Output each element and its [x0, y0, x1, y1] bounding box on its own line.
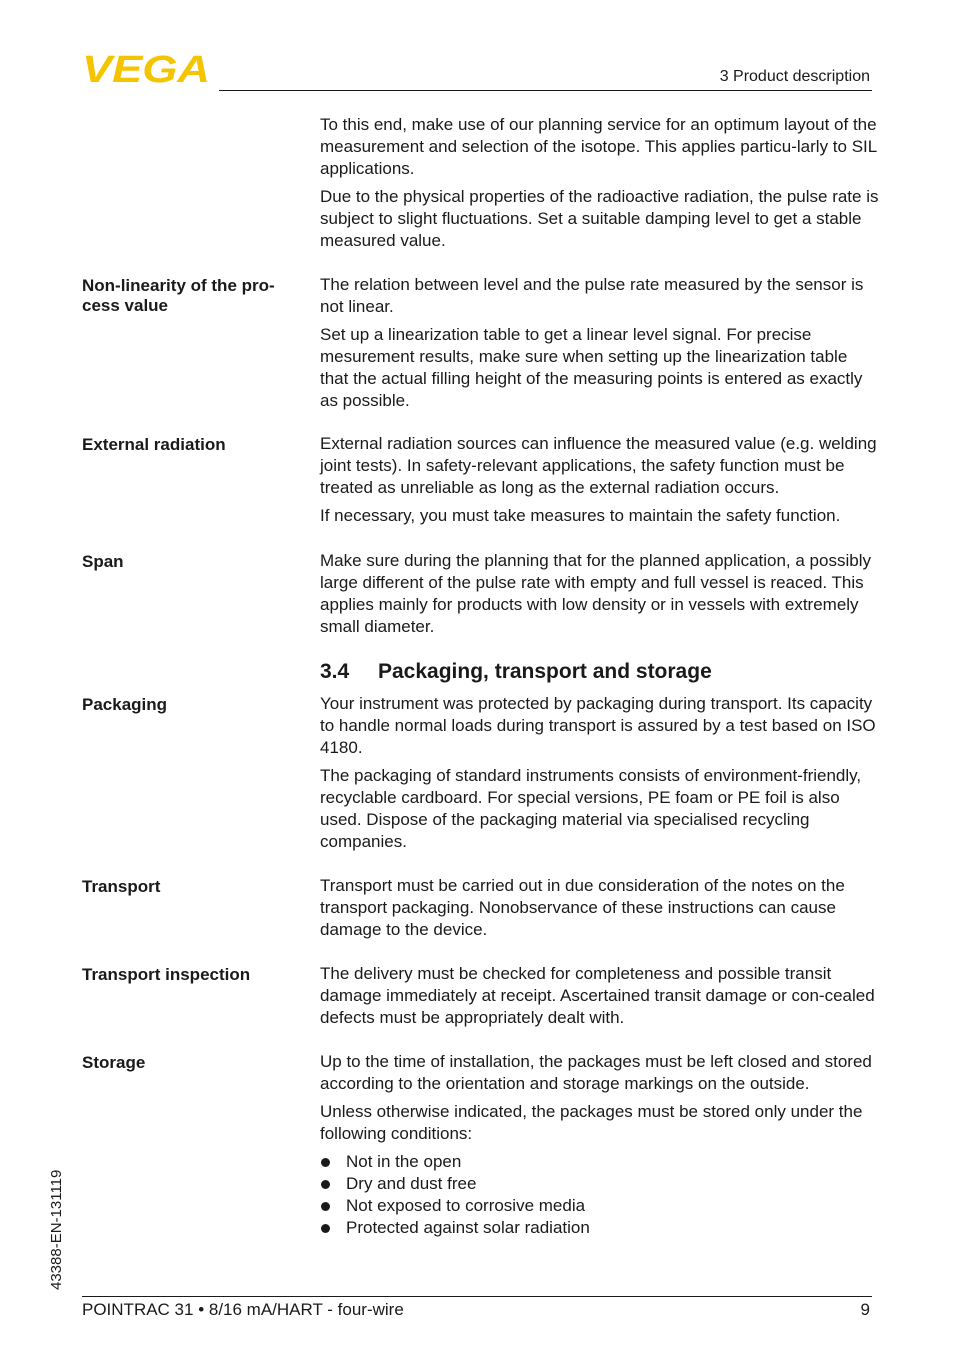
paragraph: Make sure during the planning that for the planned application, a possibly large different of the pulse rate with empty and full vessel is reaced. This applies mainly for products with low density or in vessels with extremely small diameter.: [320, 551, 871, 636]
vega-logo-text: VEGA: [82, 52, 210, 84]
document-id: 43388-EN-131119: [48, 1169, 65, 1290]
paragraph: Due to the physical properties of the radioactive radiation, the pulse rate is subject to slight fluctuations. Set a suitable damping level to get a stable measured value.: [320, 187, 879, 250]
paragraph: The delivery must be checked for completeness and possible transit damage immediately at receipt. Ascertained transit damage or con-cealed defects must be appropriately dealt with.: [320, 964, 875, 1027]
side-label-external-radiation: External radiation: [82, 435, 226, 454]
header-section-title: 3 Product description: [719, 68, 870, 85]
transport-inspection-block: [320, 963, 880, 1035]
paragraph: The relation between level and the pulse rate measured by the sensor is not linear.: [320, 275, 864, 316]
side-label-storage: Storage: [82, 1053, 146, 1072]
paragraph: If necessary, you must take measures to maintain the safety function.: [320, 506, 841, 525]
transport-block: [320, 875, 880, 947]
paragraph: Transport must be carried out in due consideration of the notes on the transport packaging. Nonobservance of these instructions can cause damage to the device.: [320, 876, 845, 939]
section-heading: [320, 660, 712, 684]
span-block: [320, 550, 880, 644]
external-radiation-block: [320, 433, 880, 533]
storage-block: [320, 1051, 880, 1239]
paragraph: Unless otherwise indicated, the packages must be stored only under the following conditions:: [320, 1102, 863, 1143]
header-divider: [219, 90, 872, 91]
paragraph: External radiation sources can influence the measured value (e.g. welding joint tests). In safety-relevant applications, the safety function must be treated as unreliable as long as the external radiation occurs.: [320, 434, 877, 497]
section-number: 3.4: [320, 660, 350, 683]
side-label-packaging: Packaging: [82, 695, 168, 714]
side-label-span: Span: [82, 552, 124, 571]
list-item: Dry and dust free: [320, 1173, 880, 1195]
paragraph: Your instrument was protected by packaging during transport. Its capacity to handle normal loads during transport is assured by a test based on ISO 4180.: [320, 694, 876, 757]
vega-logo: [82, 52, 212, 84]
section-title: Packaging, transport and storage: [378, 660, 712, 683]
packaging-block: [320, 693, 880, 859]
list-item: Not exposed to corrosive media: [320, 1195, 880, 1217]
side-label-transport-inspection: Transport inspection: [82, 965, 251, 984]
paragraph: To this end, make use of our planning service for an optimum layout of the measurement and selection of the isotope. This applies particu-larly to SIL applications.: [320, 115, 877, 178]
side-label-nonlinearity: Non-linearity of the pro-cess value: [82, 276, 275, 315]
list-item: Not in the open: [320, 1151, 880, 1173]
footer-divider: [82, 1296, 872, 1297]
paragraph: Set up a linearization table to get a linear level signal. For precise mesurement results, make sure when setting up the linearization table that the actual filling height of the measuring points is entered as exactly as possible.: [320, 325, 863, 410]
page-number: 9: [860, 1300, 870, 1319]
side-label-transport: Transport: [82, 877, 161, 896]
intro-block: [320, 114, 880, 258]
list-item: Protected against solar radiation: [320, 1217, 880, 1239]
paragraph: The packaging of standard instruments consists of environment-friendly, recyclable cardboard. For special versions, PE foam or PE foil is also used. Dispose of the packaging material via specialised recycling companies.: [320, 766, 862, 851]
storage-conditions-list: [320, 1151, 880, 1239]
nonlinearity-block: [320, 274, 880, 418]
footer-product: POINTRAC 31 • 8/16 mA/HART - four-wire: [82, 1300, 404, 1319]
paragraph: Up to the time of installation, the packages must be left closed and stored according to the orientation and storage markings on the outside.: [320, 1052, 872, 1093]
